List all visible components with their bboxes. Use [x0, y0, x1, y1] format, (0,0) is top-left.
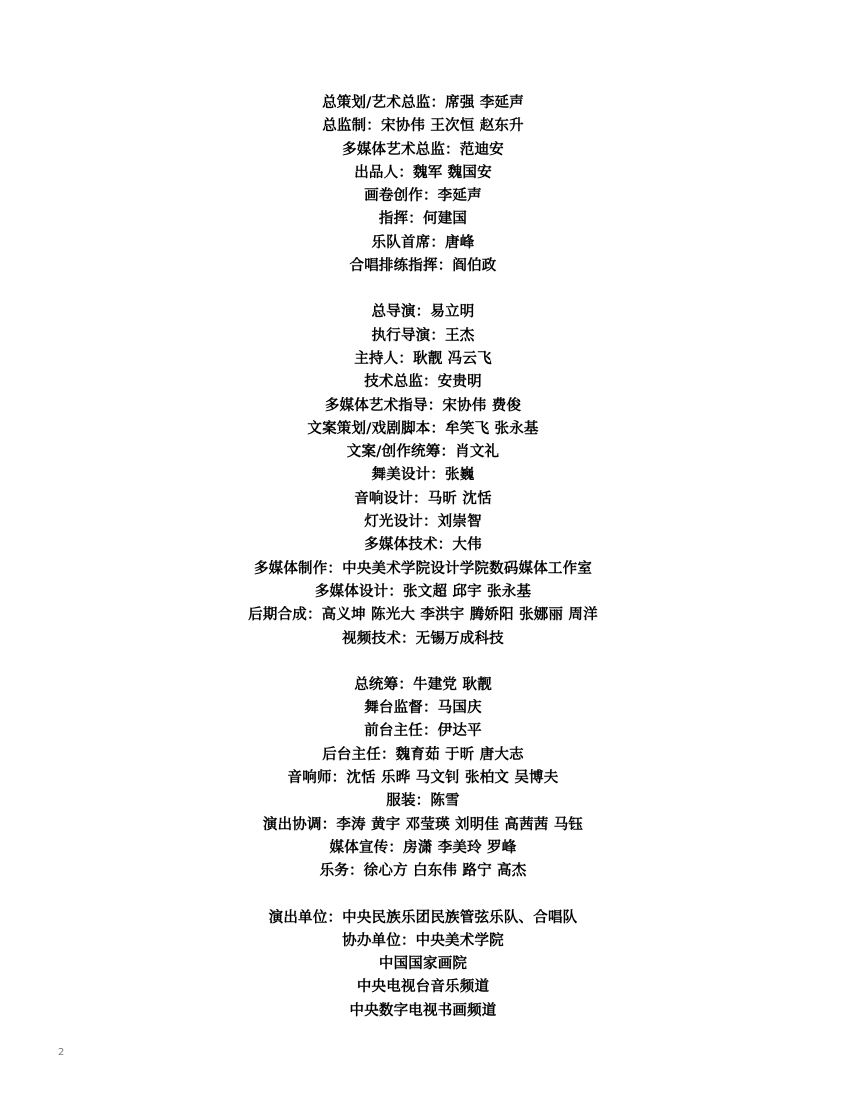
credit-line: 舞美设计：张巍 [371, 467, 475, 484]
block-separator [0, 884, 846, 907]
credit-line: 演出单位：中央民族乐团民族管弦乐队、合唱队 [268, 909, 578, 926]
credit-line: 音响设计：马昕 沈恬 [354, 490, 492, 507]
credit-line: 演出协调：李涛 黄宇 邓莹瑛 刘明佳 高茜茜 马钰 [262, 816, 584, 833]
credit-line: 多媒体技术：大伟 [364, 537, 482, 554]
credit-line: 画卷创作：李延声 [364, 188, 482, 205]
credit-line: 多媒体艺术总监：范迪安 [342, 141, 504, 158]
credit-line: 总监制：宋协伟 王次恒 赵东升 [322, 118, 524, 135]
credit-line: 技术总监：安贵明 [364, 374, 482, 391]
credit-line: 多媒体设计：张文超 邱宇 张永基 [314, 583, 532, 600]
credit-line: 视频技术：无锡万成科技 [342, 630, 504, 647]
credit-line: 指挥：何建国 [378, 211, 468, 228]
credit-line: 中央电视台音乐频道 [356, 979, 490, 996]
credit-line: 总策划/艺术总监：席强 李延声 [322, 95, 524, 111]
credits-block-4 [0, 907, 846, 1023]
block-separator [0, 651, 846, 674]
block-separator [0, 278, 846, 301]
credit-line: 执行导演：王杰 [371, 327, 475, 344]
credits-block-3 [0, 674, 846, 884]
credit-line: 中央数字电视书画频道 [349, 1002, 497, 1019]
credit-line: 出品人：魏军 魏国安 [354, 164, 492, 181]
credit-line: 中国国家画院 [378, 956, 468, 973]
credit-line: 舞台监督：马国庆 [364, 700, 482, 717]
credits-block-2 [0, 301, 846, 650]
credit-line: 乐队首席：唐峰 [371, 234, 475, 251]
credits-block-1 [0, 92, 846, 278]
credit-line: 合唱排练指挥：阎伯政 [349, 258, 497, 275]
credit-line: 文案/创作统筹：肖文礼 [346, 444, 500, 461]
credit-line: 主持人：耿靓 冯云飞 [354, 350, 492, 367]
credits-container [0, 92, 846, 1023]
credit-line: 乐务：徐心方 白东伟 路宁 高杰 [319, 863, 527, 880]
credit-line: 媒体宣传：房潇 李美玲 罗峰 [329, 839, 517, 856]
credit-line: 总统筹：牛建党 耿靓 [354, 676, 492, 693]
credit-line: 文案策划/戏剧脚本：牟笑飞 张永基 [307, 420, 539, 437]
credit-line: 服装：陈雪 [386, 793, 460, 810]
credit-line: 总导演：易立明 [371, 304, 475, 321]
credit-line: 多媒体艺术指导：宋协伟 费俊 [324, 397, 522, 414]
credit-line: 后期合成：高义坤 陈光大 李洪宇 腾娇阳 张娜丽 周洋 [248, 607, 598, 624]
credit-line: 前台主任：伊达平 [364, 723, 482, 740]
credit-line: 后台主任：魏育茹 于昕 唐大志 [322, 746, 524, 763]
credit-line: 多媒体制作：中央美术学院设计学院数码媒体工作室 [253, 560, 593, 577]
credit-line: 协办单位：中央美术学院 [342, 932, 504, 949]
credit-line: 灯光设计：刘崇智 [364, 514, 482, 531]
credit-line: 音响师：沈恬 乐晔 马文钊 张柏文 吴博夫 [287, 770, 559, 787]
page-number: 2 [58, 1047, 65, 1058]
